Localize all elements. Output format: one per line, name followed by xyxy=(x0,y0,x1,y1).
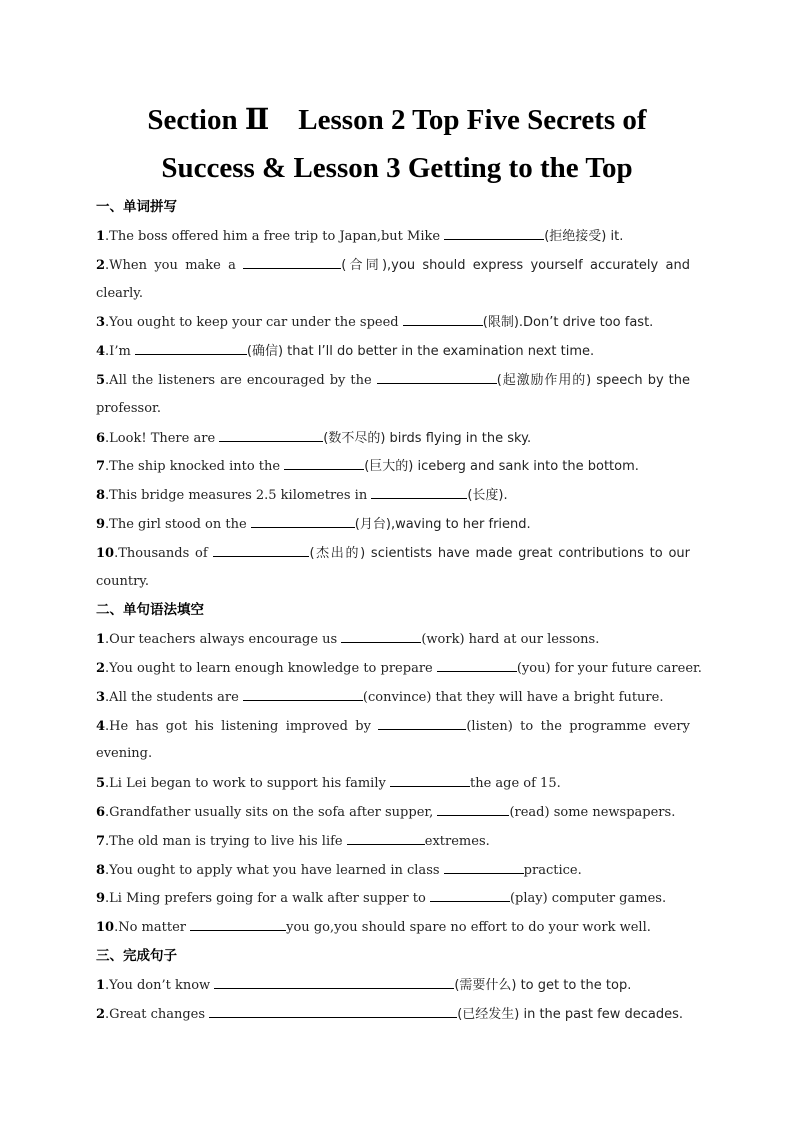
answer-blank[interactable] xyxy=(135,341,247,355)
answer-blank[interactable] xyxy=(209,1004,457,1018)
answer-blank[interactable] xyxy=(190,917,286,931)
question-text: .You ought to learn enough knowledge to prepare xyxy=(105,661,437,676)
question-item xyxy=(96,629,690,650)
question-hint: (需要什么) to get to the top. xyxy=(454,978,632,993)
question-continuation: country. xyxy=(96,574,150,589)
question-hint: (长度). xyxy=(467,488,508,503)
question-number: 6 xyxy=(96,431,106,446)
question-hint: (月台),waving to her friend. xyxy=(354,517,531,532)
question-item xyxy=(96,687,690,708)
question-text: .When you make a xyxy=(105,258,244,273)
question-hint: you go,you should spare no effort to do your work well. xyxy=(286,920,651,935)
question-hint: (合同),you should express yourself accurately and xyxy=(341,258,690,273)
question-number: 7 xyxy=(96,459,106,474)
answer-blank[interactable] xyxy=(347,831,425,845)
question-text: .All the listeners are encouraged by the xyxy=(105,373,377,388)
answer-blank[interactable] xyxy=(243,687,363,701)
question-number: 8 xyxy=(96,863,106,878)
question-text: .He has got his listening improved by xyxy=(105,719,379,734)
question-item xyxy=(96,255,690,276)
section-heading-sentence-completion: 三、完成句子 xyxy=(96,948,177,964)
question-hint: (work) hard at our lessons. xyxy=(421,632,600,647)
question-item xyxy=(96,514,690,535)
question-item xyxy=(96,716,690,737)
question-text: .This bridge measures 2.5 kilometres in xyxy=(105,488,372,503)
question-text: .You ought to keep your car under the speed xyxy=(105,315,403,330)
answer-blank[interactable] xyxy=(284,456,364,470)
question-number: 6 xyxy=(96,805,106,820)
question-text: .The boss offered him a free trip to Japan,but Mike xyxy=(105,229,445,244)
question-text: .Thousands of xyxy=(114,546,214,561)
question-hint: (起激励作用的) speech by the xyxy=(496,373,691,388)
answer-blank[interactable] xyxy=(251,514,355,528)
answer-blank[interactable] xyxy=(377,370,497,384)
question-hint: the age of 15. xyxy=(469,776,561,791)
answer-blank[interactable] xyxy=(213,543,309,557)
question-item xyxy=(96,543,690,564)
question-continuation: evening. xyxy=(96,746,153,761)
question-number: 1 xyxy=(96,632,106,647)
question-text: .Our teachers always encourage us xyxy=(105,632,342,647)
question-number: 7 xyxy=(96,834,106,849)
question-item xyxy=(96,831,690,852)
question-number: 10 xyxy=(96,546,115,561)
question-number: 9 xyxy=(96,891,106,906)
answer-blank[interactable] xyxy=(444,226,544,240)
question-number: 2 xyxy=(96,661,106,676)
answer-blank[interactable] xyxy=(430,888,510,902)
question-continuation: professor. xyxy=(96,401,161,416)
question-item xyxy=(96,975,690,996)
answer-blank[interactable] xyxy=(243,255,341,269)
question-text: .I’m xyxy=(105,344,135,359)
question-number: 1 xyxy=(96,978,106,993)
question-item xyxy=(96,888,690,909)
question-item xyxy=(96,1004,690,1025)
answer-blank[interactable] xyxy=(378,716,466,730)
question-hint: (数不尽的) birds flying in the sky. xyxy=(323,431,532,446)
question-number: 4 xyxy=(96,344,106,359)
question-item xyxy=(96,485,690,506)
question-hint: (已经发生) in the past few decades. xyxy=(457,1007,683,1022)
question-item xyxy=(96,341,690,362)
question-text: .Li Lei began to work to support his family xyxy=(105,776,390,791)
question-text: .Li Ming prefers going for a walk after supper to xyxy=(105,891,430,906)
question-hint: (read) some newspapers. xyxy=(509,805,676,820)
answer-blank[interactable] xyxy=(219,428,323,442)
question-number: 4 xyxy=(96,719,106,734)
question-number: 5 xyxy=(96,776,106,791)
question-number: 5 xyxy=(96,373,106,388)
question-hint: (you) for your future career. xyxy=(516,661,702,676)
answer-blank[interactable] xyxy=(390,773,470,787)
question-number: 10 xyxy=(96,920,115,935)
question-hint: (巨大的) iceberg and sank into the bottom. xyxy=(364,459,639,474)
answer-blank[interactable] xyxy=(341,629,421,643)
question-number: 3 xyxy=(96,315,106,330)
question-text: .The girl stood on the xyxy=(105,517,251,532)
question-text: .The old man is trying to live his life xyxy=(105,834,347,849)
answer-blank[interactable] xyxy=(444,860,524,874)
question-item xyxy=(96,370,690,391)
question-text: .Grandfather usually sits on the sofa after supper, xyxy=(105,805,438,820)
question-hint: extremes. xyxy=(424,834,490,849)
question-hint: (拒绝接受) it. xyxy=(544,229,624,244)
question-number: 2 xyxy=(96,258,106,273)
question-number: 3 xyxy=(96,690,106,705)
answer-blank[interactable] xyxy=(437,658,517,672)
question-number: 9 xyxy=(96,517,106,532)
question-text: .Great changes xyxy=(105,1007,210,1022)
question-text: .You ought to apply what you have learned in class xyxy=(105,863,444,878)
answer-blank[interactable] xyxy=(371,485,467,499)
question-item xyxy=(96,917,690,938)
question-hint: (convince) that they will have a bright future. xyxy=(362,690,664,705)
question-item xyxy=(96,428,690,449)
answer-blank[interactable] xyxy=(403,312,483,326)
question-hint: (确信) that I’ll do better in the examination next time. xyxy=(246,344,595,359)
question-text: .All the students are xyxy=(105,690,243,705)
question-item xyxy=(96,658,702,679)
question-text: .The ship knocked into the xyxy=(105,459,285,474)
question-continuation: clearly. xyxy=(96,286,144,301)
question-hint: (限制).Don’t drive too fast. xyxy=(482,315,654,330)
question-number: 2 xyxy=(96,1007,106,1022)
question-item xyxy=(96,802,690,823)
question-item xyxy=(96,456,690,477)
question-item xyxy=(96,226,690,247)
question-text: .Look! There are xyxy=(105,431,220,446)
question-number: 1 xyxy=(96,229,106,244)
page-title-line-2: Success & Lesson 3 Getting to the Top xyxy=(161,152,633,184)
question-item xyxy=(96,312,690,333)
question-text: .You don’t know xyxy=(105,978,215,993)
question-hint: (play) computer games. xyxy=(509,891,667,906)
question-item xyxy=(96,860,690,881)
page-title-line-1: Section Ⅱ Lesson 2 Top Five Secrets of xyxy=(147,104,647,136)
question-number: 8 xyxy=(96,488,106,503)
question-hint: (listen) to the programme every xyxy=(466,719,690,734)
section-heading-vocabulary: 一、单词拼写 xyxy=(96,199,177,215)
answer-blank[interactable] xyxy=(214,975,454,989)
question-item xyxy=(96,773,690,794)
section-heading-grammar: 二、单句语法填空 xyxy=(96,602,204,618)
question-text: .No matter xyxy=(114,920,191,935)
answer-blank[interactable] xyxy=(437,802,509,816)
question-hint: (杰出的) scientists have made great contributions to our xyxy=(309,546,690,561)
question-hint: practice. xyxy=(523,863,582,878)
